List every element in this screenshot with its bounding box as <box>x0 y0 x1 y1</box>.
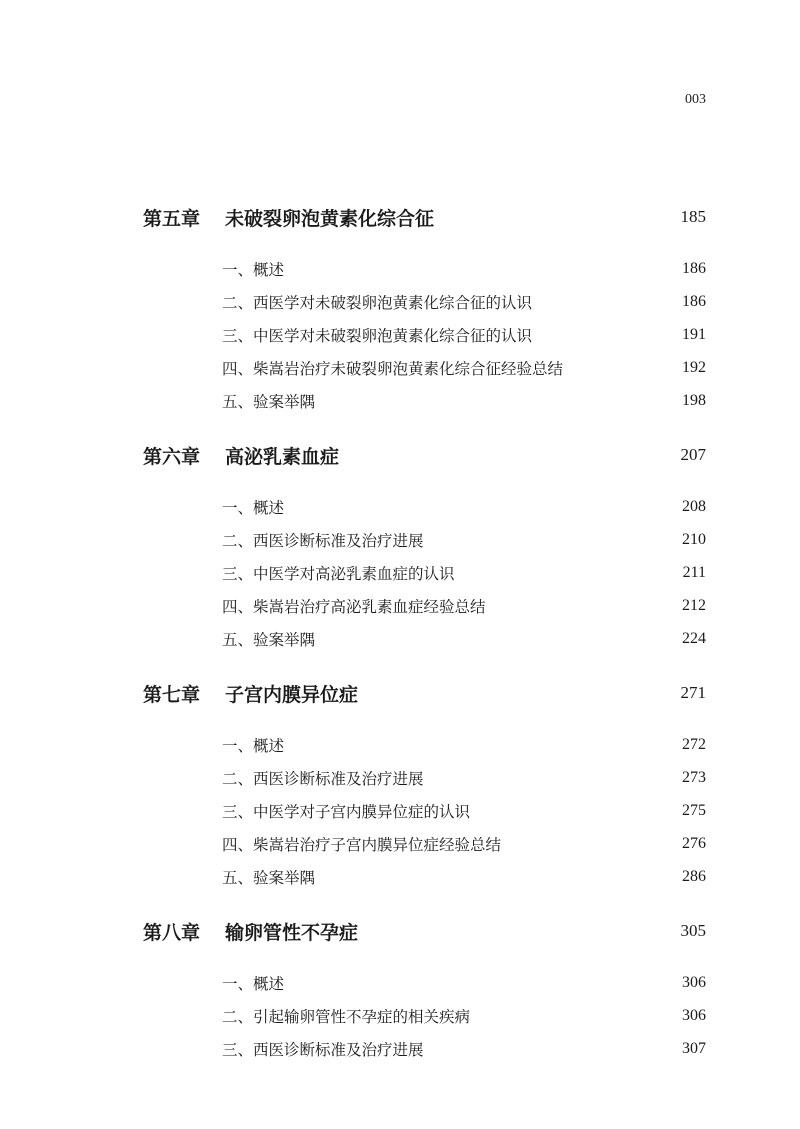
section-title: 五、验案举隅 <box>222 868 316 887</box>
section-entry[interactable] <box>222 761 706 794</box>
section-page-number: 276 <box>682 834 706 852</box>
chapter-entry <box>0 674 800 893</box>
section-entry[interactable] <box>222 351 706 384</box>
section-page-number: 306 <box>682 973 706 991</box>
section-entry[interactable] <box>222 252 706 285</box>
chapter-page-number: 185 <box>680 207 706 226</box>
section-page-number: 186 <box>682 259 706 277</box>
chapter-title: 高泌乳素血症 <box>225 445 340 468</box>
chapter-entry <box>0 198 800 417</box>
section-page-number: 275 <box>682 801 706 819</box>
section-title: 一、概述 <box>222 260 285 279</box>
section-title: 三、中医学对未破裂卵泡黄素化综合征的认识 <box>222 326 533 345</box>
section-entry[interactable] <box>222 556 706 589</box>
chapter-number: 第六章 <box>143 445 201 468</box>
section-title: 二、西医诊断标准及治疗进展 <box>222 531 424 550</box>
section-page-number: 307 <box>682 1039 706 1057</box>
section-title: 二、引起输卵管性不孕症的相关疾病 <box>222 1007 471 1026</box>
section-entry[interactable] <box>222 285 706 318</box>
section-title: 一、概述 <box>222 736 285 755</box>
section-page-number: 211 <box>682 563 706 581</box>
section-page-number: 192 <box>682 358 706 376</box>
section-title: 二、西医诊断标准及治疗进展 <box>222 769 424 788</box>
chapter-title: 子宫内膜异位症 <box>225 683 359 706</box>
section-page-number: 198 <box>682 391 706 409</box>
section-list <box>0 966 800 1065</box>
chapter-number: 第五章 <box>143 207 201 230</box>
chapter-heading[interactable] <box>143 198 706 236</box>
section-title: 四、柴嵩岩治疗未破裂卵泡黄素化综合征经验总结 <box>222 359 564 378</box>
section-list <box>0 728 800 893</box>
table-of-contents <box>0 198 800 1084</box>
section-title: 四、柴嵩岩治疗高泌乳素血症经验总结 <box>222 597 486 616</box>
section-page-number: 212 <box>682 596 706 614</box>
section-entry[interactable] <box>222 523 706 556</box>
chapter-entry <box>0 912 800 1065</box>
chapter-title: 输卵管性不孕症 <box>225 921 359 944</box>
chapter-heading[interactable] <box>143 674 706 712</box>
chapter-page-number: 207 <box>680 445 706 464</box>
section-page-number: 210 <box>682 530 706 548</box>
section-entry[interactable] <box>222 490 706 523</box>
section-title: 三、西医诊断标准及治疗进展 <box>222 1040 424 1059</box>
section-page-number: 286 <box>682 867 706 885</box>
chapter-number: 第八章 <box>143 921 201 944</box>
section-title: 二、西医学对未破裂卵泡黄素化综合征的认识 <box>222 293 533 312</box>
chapter-entry <box>0 436 800 655</box>
section-entry[interactable] <box>222 622 706 655</box>
page-number: 003 <box>685 92 706 107</box>
section-entry[interactable] <box>222 794 706 827</box>
section-page-number: 208 <box>682 497 706 515</box>
section-title: 一、概述 <box>222 974 285 993</box>
section-title: 三、中医学对子宫内膜异位症的认识 <box>222 802 471 821</box>
section-title: 三、中医学对高泌乳素血症的认识 <box>222 564 455 583</box>
section-page-number: 191 <box>682 325 706 343</box>
section-page-number: 272 <box>682 735 706 753</box>
section-title: 五、验案举隅 <box>222 630 316 649</box>
section-entry[interactable] <box>222 318 706 351</box>
section-entry[interactable] <box>222 1032 706 1065</box>
section-page-number: 273 <box>682 768 706 786</box>
section-entry[interactable] <box>222 827 706 860</box>
section-title: 一、概述 <box>222 498 285 517</box>
section-entry[interactable] <box>222 589 706 622</box>
section-list <box>0 252 800 417</box>
chapter-title: 未破裂卵泡黄素化综合征 <box>225 207 435 230</box>
section-entry[interactable] <box>222 999 706 1032</box>
section-entry[interactable] <box>222 966 706 999</box>
chapter-heading[interactable] <box>143 436 706 474</box>
section-title: 五、验案举隅 <box>222 392 316 411</box>
chapter-page-number: 271 <box>680 683 706 702</box>
section-page-number: 186 <box>682 292 706 310</box>
section-page-number: 224 <box>682 629 706 647</box>
chapter-heading[interactable] <box>143 912 706 950</box>
section-entry[interactable] <box>222 728 706 761</box>
chapter-number: 第七章 <box>143 683 201 706</box>
section-page-number: 306 <box>682 1006 706 1024</box>
section-entry[interactable] <box>222 860 706 893</box>
chapter-page-number: 305 <box>680 921 706 940</box>
section-entry[interactable] <box>222 384 706 417</box>
section-list <box>0 490 800 655</box>
section-title: 四、柴嵩岩治疗子宫内膜异位症经验总结 <box>222 835 502 854</box>
